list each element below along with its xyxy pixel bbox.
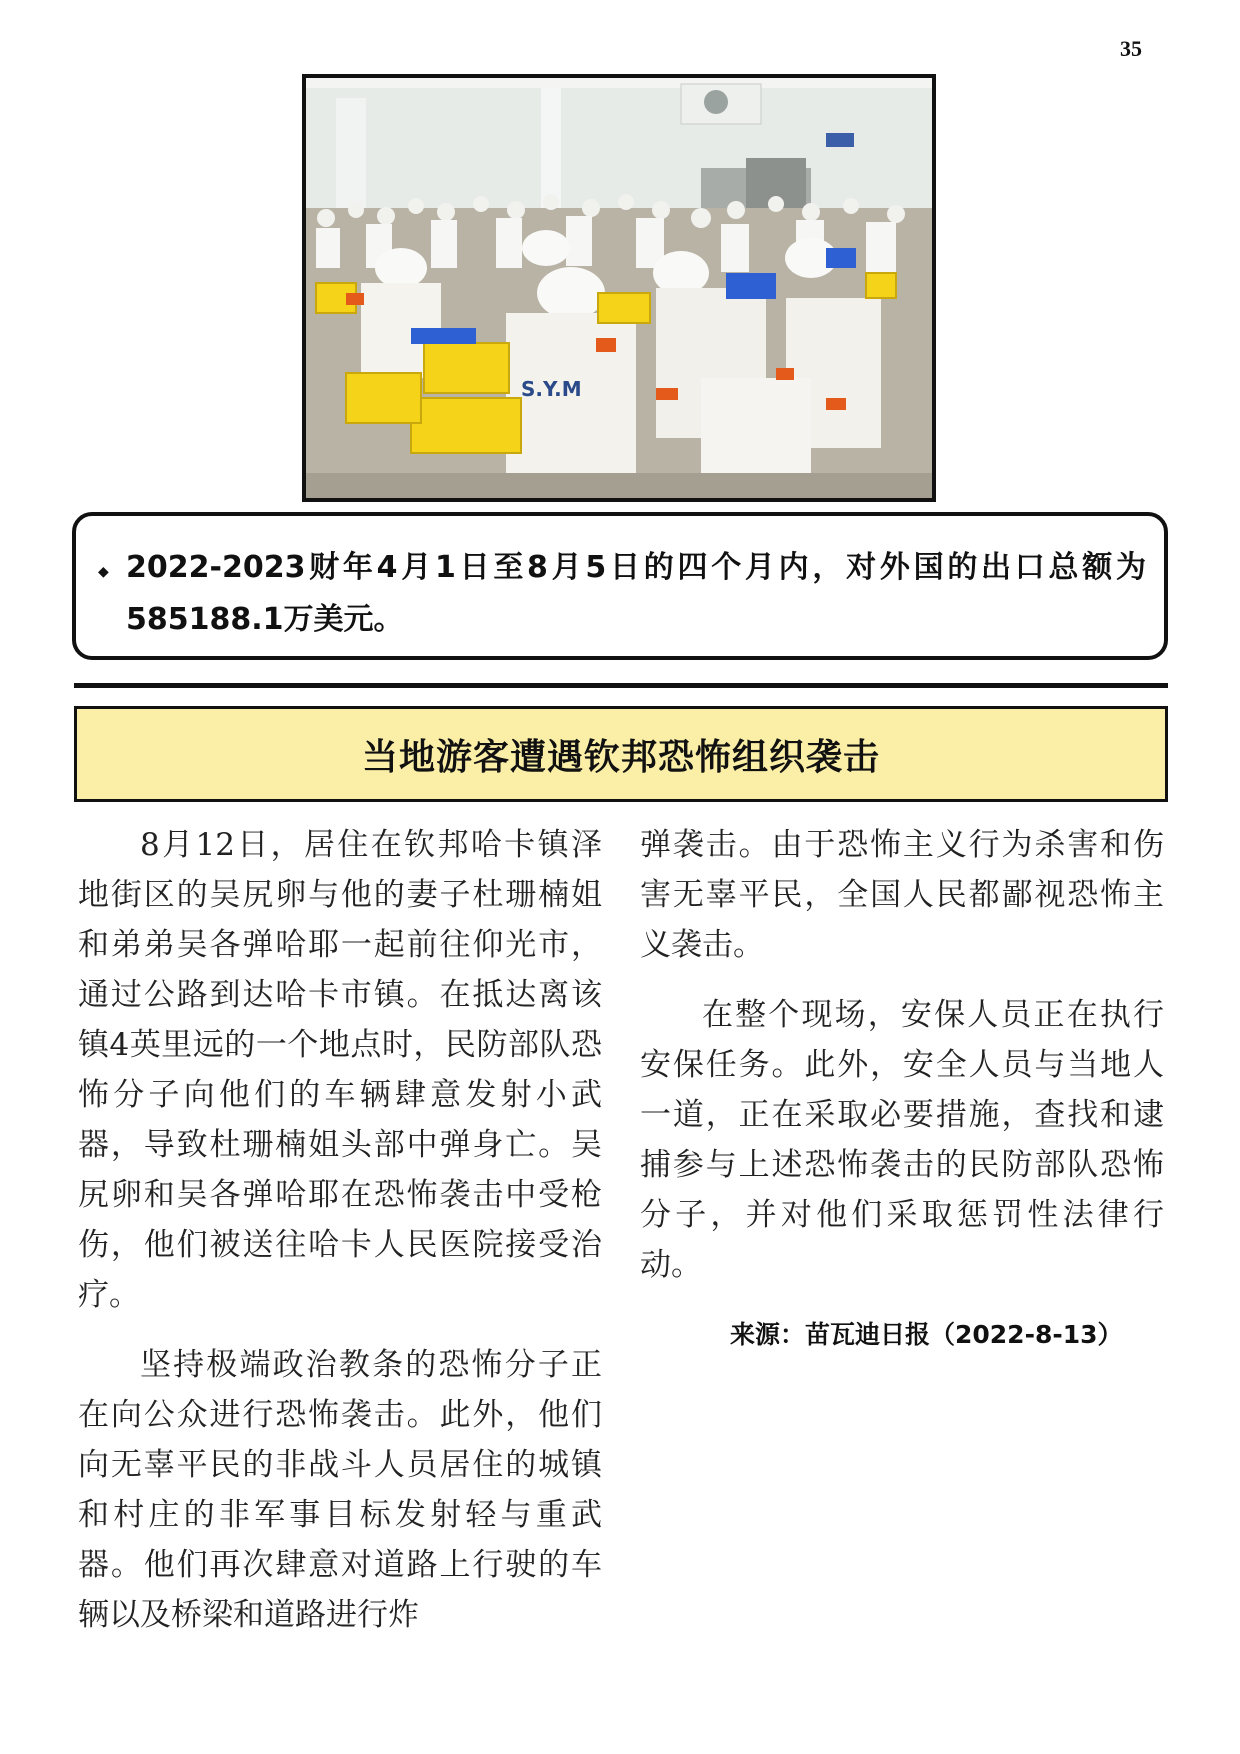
article-paragraph: 坚持极端政治教条的恐怖分子正在向公众进行恐怖袭击。此外，他们向无辜平民的非战斗人员居住的城镇和村庄的非军事目标发射轻与重武器。他们再次肆意对道路上行驶的车辆以及桥梁和道路进行炸: [78, 1347, 602, 1633]
export-callout-box: [72, 512, 1168, 660]
article-headline: 当地游客遭遇钦邦恐怖组织袭击: [361, 736, 880, 778]
svg-text:S.Y.M: S.Y.M: [521, 377, 582, 401]
article-paragraph: 弹袭击。由于恐怖主义行为杀害和伤害无辜平民，全国人民都鄙视恐怖主义袭击。: [640, 827, 1164, 963]
article-column-left: [78, 820, 602, 1660]
headline-banner: [74, 706, 1168, 802]
factory-workers-photo: [302, 74, 936, 502]
article-source: 来源：苗瓦迪日报（2022-8-13）: [730, 1320, 1123, 1349]
article-paragraph: 8月12日，居住在钦邦哈卡镇泽地街区的吴尻卵与他的妻子杜珊楠姐和弟弟吴各弹哈耶一起前往仰光市，通过公路到达哈卡市镇。在抵达离该镇4英里远的一个地点时，民防部队恐怖分子向他们的车辆肆意发射小武器，导致杜珊楠姐头部中弹身亡。吴尻卵和吴各弹哈耶在恐怖袭击中受枪伤，他们被送往哈卡人民医院接受治疗。: [78, 827, 602, 1313]
factory-photo-illustration: [306, 78, 932, 498]
article-column-right: [640, 820, 1164, 1380]
section-divider: [74, 683, 1168, 688]
callout-text: 2022-2023财年4月1日至8月5日的四个月内，对外国的出口总额为585188.1万美元。: [126, 550, 1146, 637]
page-number: 35: [1120, 36, 1142, 61]
article-paragraph: 在整个现场，安保人员正在执行安保任务。此外，安全人员与当地人一道，正在采取必要措施，查找和逮捕参与上述恐怖袭击的民防部队恐怖分子，并对他们采取惩罚性法律行动。: [640, 997, 1164, 1283]
diamond-bullet-icon: ◆: [98, 564, 109, 580]
